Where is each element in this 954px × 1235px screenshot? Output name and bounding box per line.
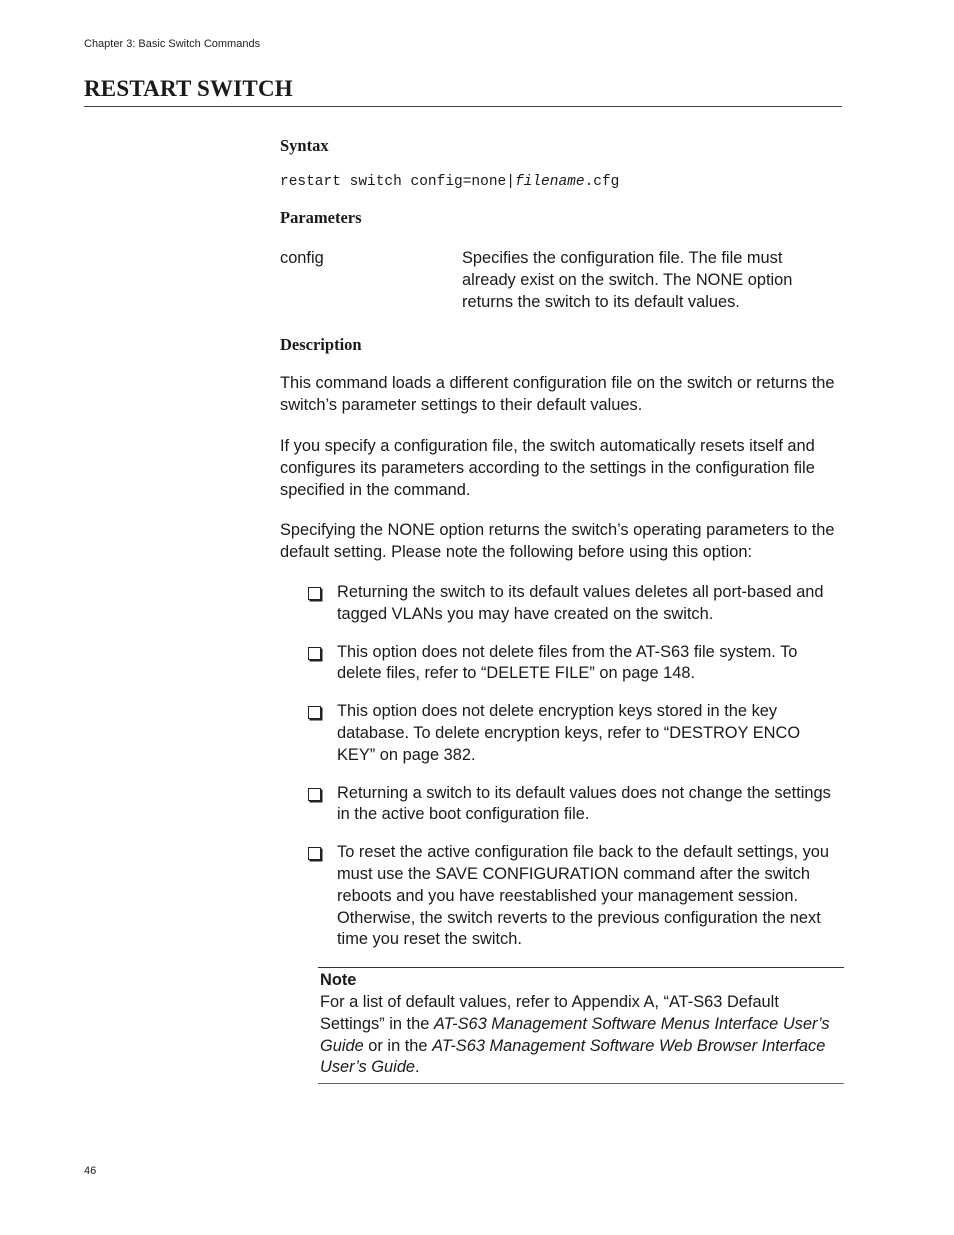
checkbox-icon xyxy=(308,647,321,660)
note-guide-title: AT-S63 Management Software Menus Interface User’s Guide xyxy=(320,1014,830,1055)
list-item-text: Returning a switch to its default values does not change the settings in the active boot configuration file. xyxy=(337,783,831,824)
note-text-part: or in the xyxy=(363,1036,433,1055)
checkbox-icon xyxy=(308,847,321,860)
description-paragraph: This command loads a different configuration file on the switch or returns the switch’s parameter settings to their default values. xyxy=(280,374,835,415)
running-head: Chapter 3: Basic Switch Commands xyxy=(84,38,261,50)
syntax-heading: Syntax xyxy=(280,136,329,155)
note-guide-title: AT-S63 Management Software Web Browser Interface User’s Guide xyxy=(320,1036,826,1077)
checkbox-icon xyxy=(308,706,321,719)
parameter-row xyxy=(280,248,845,313)
syntax-command-suffix: .cfg xyxy=(584,174,620,190)
description-paragraph: If you specify a configuration file, the switch automatically resets itself and configures its parameters according to the settings in the configuration file specified in the command. xyxy=(280,436,815,499)
list-item-text: Returning the switch to its default values deletes all port-based and tagged VLANs you may have created on the switch. xyxy=(337,582,824,623)
syntax-command xyxy=(280,174,845,190)
list-item-text: This option does not delete encryption keys stored in the key database. To delete encryption keys, refer to “DESTROY ENCO KEY” on page 382. xyxy=(337,702,801,764)
note-label: Note xyxy=(320,971,357,990)
page-number: 46 xyxy=(84,1165,97,1177)
page-title: RESTART SWITCH xyxy=(84,76,842,107)
note-text-part: . xyxy=(415,1058,420,1077)
parameter-name: config xyxy=(280,249,324,267)
list-item-text: This option does not delete files from the AT-S63 file system. To delete files, refer to “DELETE FILE” on page 148. xyxy=(337,642,798,683)
syntax-command-variable: filename xyxy=(514,174,585,190)
checkbox-icon xyxy=(308,587,321,600)
main-content xyxy=(280,136,845,1084)
list-item xyxy=(308,642,845,686)
note-text xyxy=(320,992,844,1079)
list-item xyxy=(308,842,845,951)
parameter-description: Specifies the configuration file. The file must already exist on the switch. The NONE option returns the switch to its default values. xyxy=(462,249,793,311)
checkbox-icon xyxy=(308,788,321,801)
list-item xyxy=(308,582,845,626)
syntax-command-prefix: restart switch config=none| xyxy=(280,174,515,190)
description-heading: Description xyxy=(280,335,362,355)
parameters-heading: Parameters xyxy=(280,208,362,227)
list-item-text: To reset the active configuration file back to the default settings, you must use the SAVE CONFIGURATION command after the switch reboots and you have reestablished your management session. Otherwise, the switch reverts to the previous configuration the next time you reset the switch. xyxy=(337,843,830,949)
list-item xyxy=(308,701,845,766)
note-text-part: For a list of default values, refer to Appendix A, “AT-S63 Default Settings” in the xyxy=(320,992,779,1033)
list-item xyxy=(308,783,845,827)
bullet-list xyxy=(280,582,845,951)
note-box xyxy=(318,967,844,1084)
description-paragraph: Specifying the NONE option returns the switch’s operating parameters to the default setting. Please note the following before using this option: xyxy=(280,521,835,562)
